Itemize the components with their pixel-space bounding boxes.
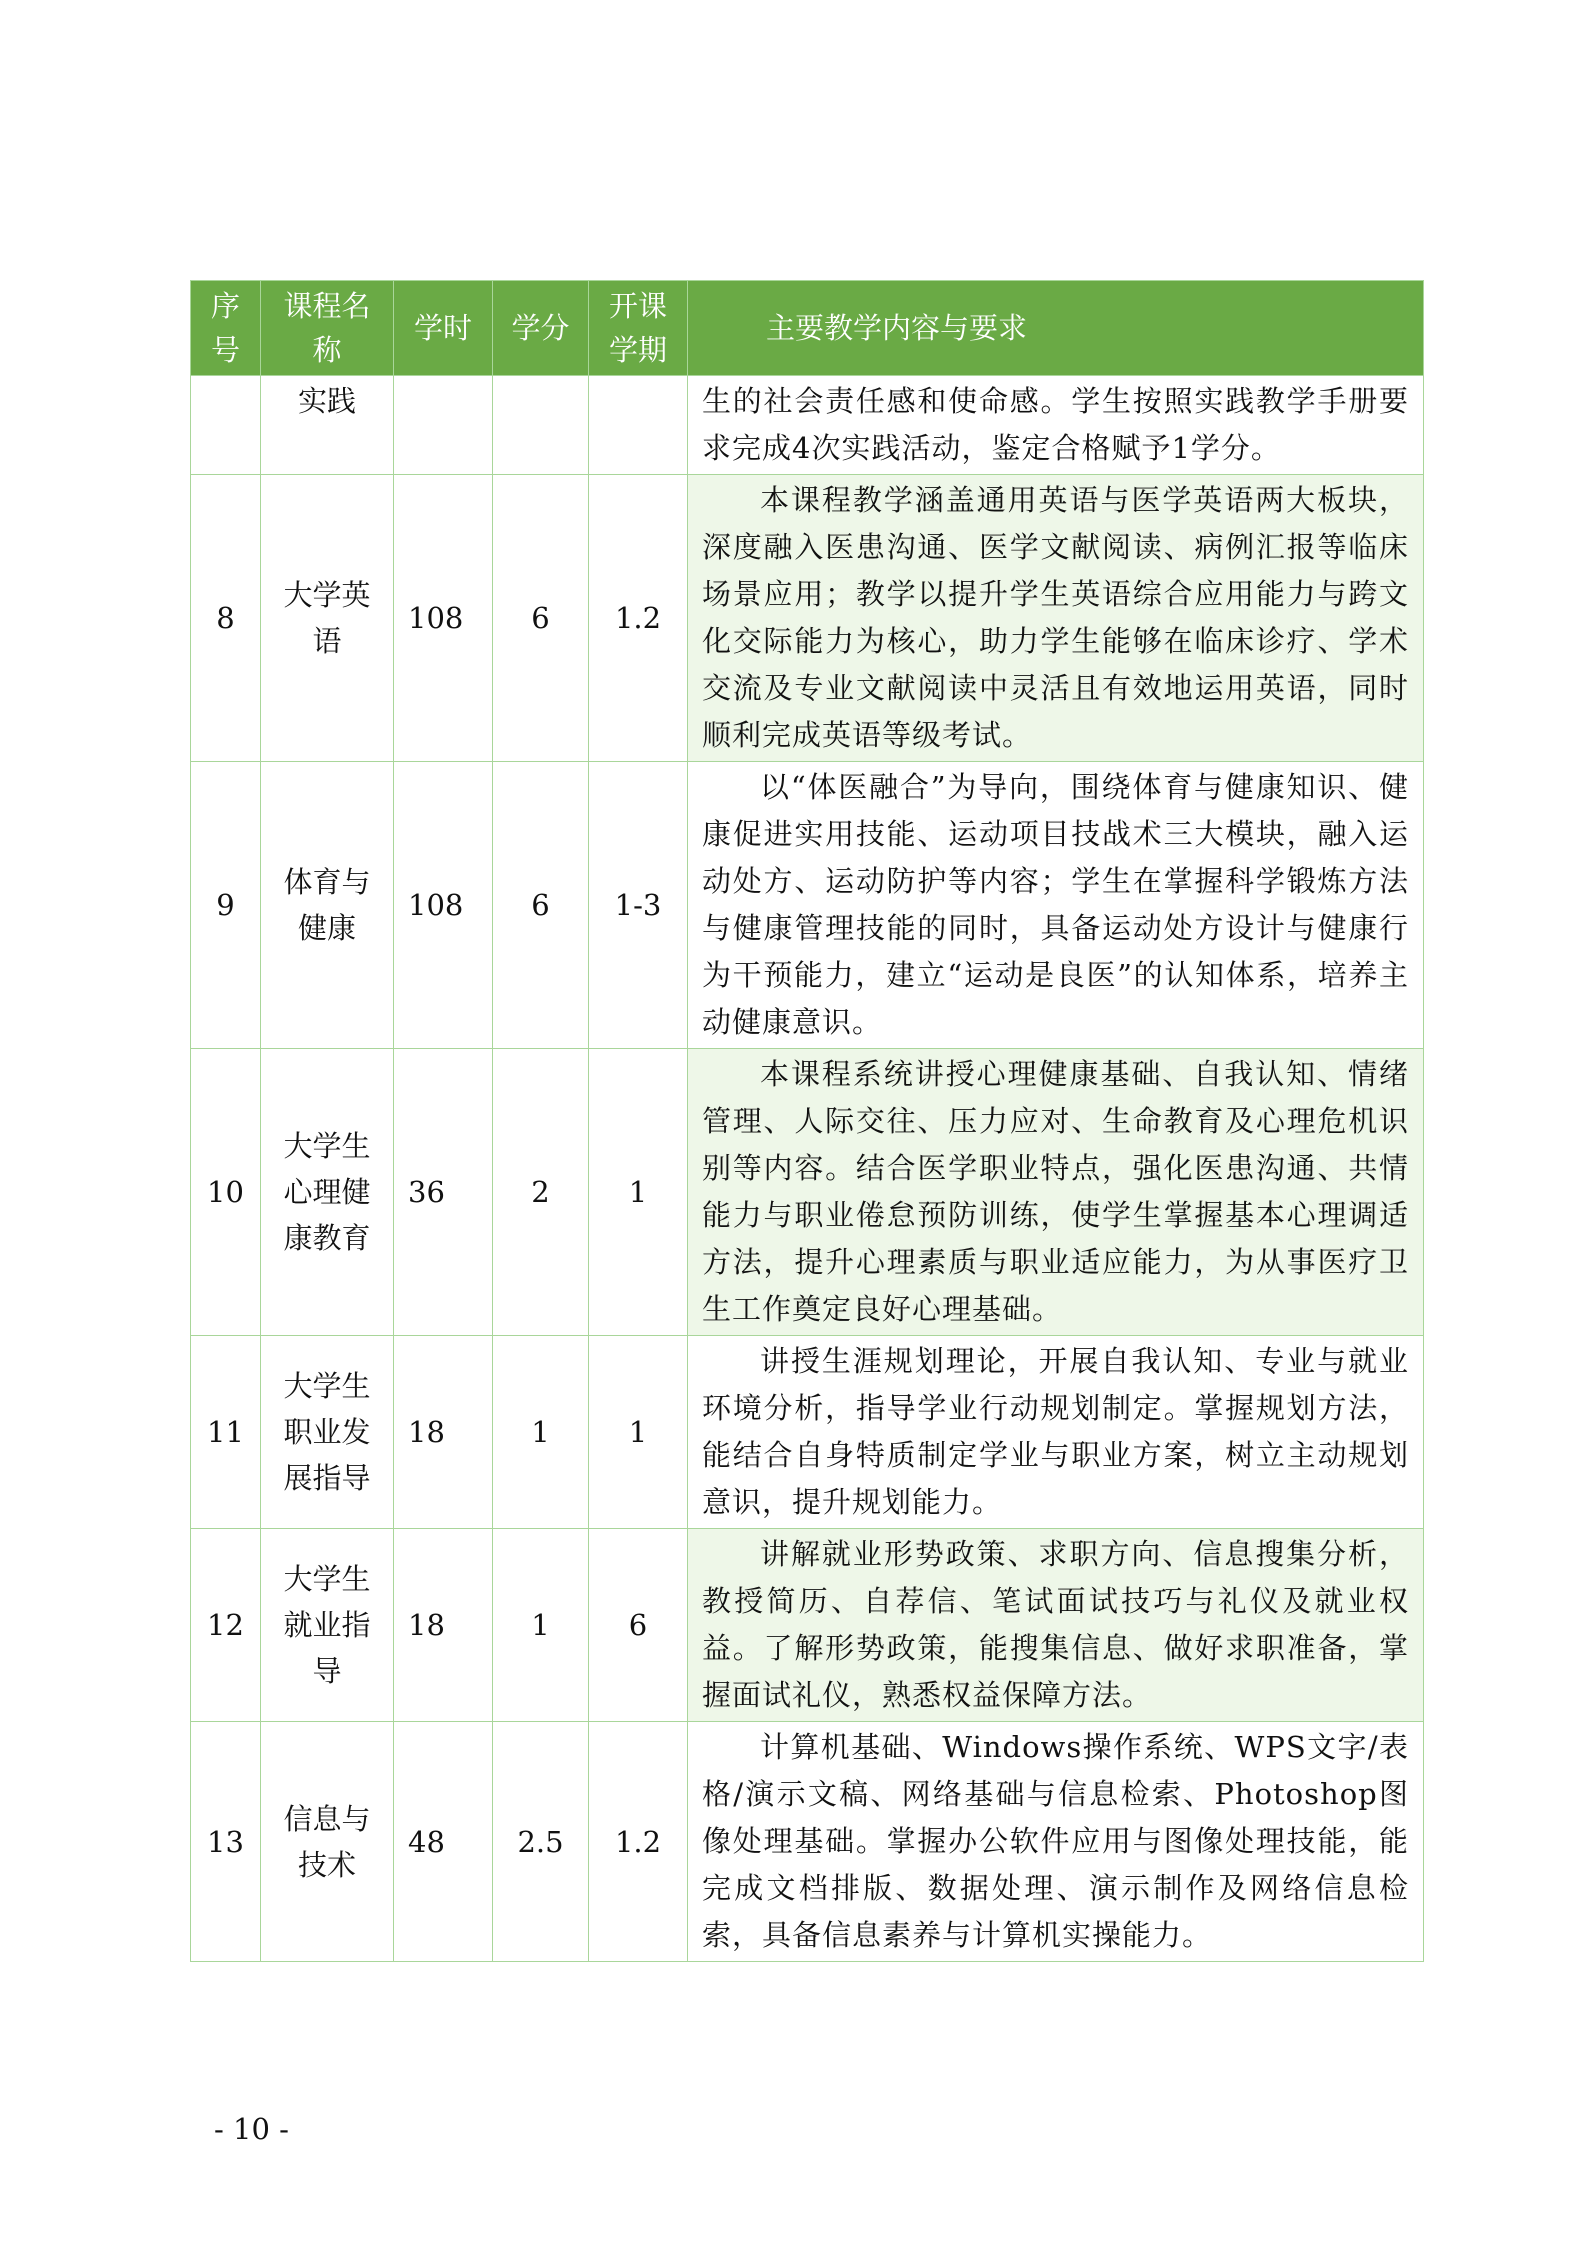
row-content: 讲解就业形势政策、求职方向、信息搜集分析，教授简历、自荐信、笔试面试技巧与礼仪及就业权益。了解形势政策，能搜集信息、做好求职准备，掌握面试礼仪，熟悉权益保障方法。 (688, 1529, 1424, 1722)
row-seq: 10 (191, 1049, 261, 1336)
row-credits (493, 376, 589, 475)
row-term: 1 (589, 1049, 688, 1336)
header-term: 开课学期 (589, 281, 688, 376)
header-seq: 序号 (191, 281, 261, 376)
row-name: 大学英语 (261, 475, 394, 762)
row-term: 6 (589, 1529, 688, 1722)
header-hours: 学时 (394, 281, 493, 376)
row-credits: 2.5 (493, 1722, 589, 1962)
row-hours: 18 (394, 1529, 493, 1722)
row-hours: 48 (394, 1722, 493, 1962)
header-credits: 学分 (493, 281, 589, 376)
row-content: 以“体医融合”为导向，围绕体育与健康知识、健康促进实用技能、运动项目技战术三大模块，融入运动处方、运动防护等内容；学生在掌握科学锻炼方法与健康管理技能的同时，具备运动处方设计与健康行为干预能力，建立“运动是良医”的认知体系，培养主动健康意识。 (688, 762, 1424, 1049)
row-term: 1 (589, 1336, 688, 1529)
row-term: 1.2 (589, 475, 688, 762)
row-term: 1-3 (589, 762, 688, 1049)
row-hours: 108 (394, 475, 493, 762)
table-row (191, 475, 1424, 762)
row-seq: 13 (191, 1722, 261, 1962)
table-row (191, 1529, 1424, 1722)
row-seq: 9 (191, 762, 261, 1049)
row-hours: 18 (394, 1336, 493, 1529)
row-content: 生的社会责任感和使命感。学生按照实践教学手册要求完成4次实践活动，鉴定合格赋予1学分。 (688, 376, 1424, 475)
row-name: 实践 (261, 376, 394, 475)
table-row (191, 1722, 1424, 1962)
page-number: - 10 - (214, 2112, 289, 2146)
row-seq: 12 (191, 1529, 261, 1722)
row-credits: 6 (493, 475, 589, 762)
table-row (191, 1336, 1424, 1529)
row-name: 体育与健康 (261, 762, 394, 1049)
table-row (191, 376, 1424, 475)
row-hours (394, 376, 493, 475)
row-name: 大学生就业指导 (261, 1529, 394, 1722)
course-table (190, 280, 1424, 1962)
row-hours: 108 (394, 762, 493, 1049)
row-content: 讲授生涯规划理论，开展自我认知、专业与就业环境分析，指导学业行动规划制定。掌握规划方法，能结合自身特质制定学业与职业方案，树立主动规划意识，提升规划能力。 (688, 1336, 1424, 1529)
header-name: 课程名称 (261, 281, 394, 376)
table-row (191, 1049, 1424, 1336)
table-header-row (191, 281, 1424, 376)
row-content: 计算机基础、Windows操作系统、WPS文字/表格/演示文稿、网络基础与信息检索、Photoshop图像处理基础。掌握办公软件应用与图像处理技能，能完成文档排版、数据处理、演示制作及网络信息检索，具备信息素养与计算机实操能力。 (688, 1722, 1424, 1962)
row-credits: 2 (493, 1049, 589, 1336)
row-name: 大学生心理健康教育 (261, 1049, 394, 1336)
row-term: 1.2 (589, 1722, 688, 1962)
row-seq (191, 376, 261, 475)
row-credits: 1 (493, 1336, 589, 1529)
row-content: 本课程教学涵盖通用英语与医学英语两大板块，深度融入医患沟通、医学文献阅读、病例汇报等临床场景应用；教学以提升学生英语综合应用能力与跨文化交际能力为核心，助力学生能够在临床诊疗、学术交流及专业文献阅读中灵活且有效地运用英语，同时顺利完成英语等级考试。 (688, 475, 1424, 762)
row-name: 信息与技术 (261, 1722, 394, 1962)
row-seq: 11 (191, 1336, 261, 1529)
header-content: 主要教学内容与要求 (688, 281, 1424, 376)
row-hours: 36 (394, 1049, 493, 1336)
row-seq: 8 (191, 475, 261, 762)
row-name: 大学生职业发展指导 (261, 1336, 394, 1529)
table-row (191, 762, 1424, 1049)
row-credits: 1 (493, 1529, 589, 1722)
row-term (589, 376, 688, 475)
row-credits: 6 (493, 762, 589, 1049)
row-content: 本课程系统讲授心理健康基础、自我认知、情绪管理、人际交往、压力应对、生命教育及心理危机识别等内容。结合医学职业特点，强化医患沟通、共情能力与职业倦怠预防训练，使学生掌握基本心理调适方法，提升心理素质与职业适应能力，为从事医疗卫生工作奠定良好心理基础。 (688, 1049, 1424, 1336)
